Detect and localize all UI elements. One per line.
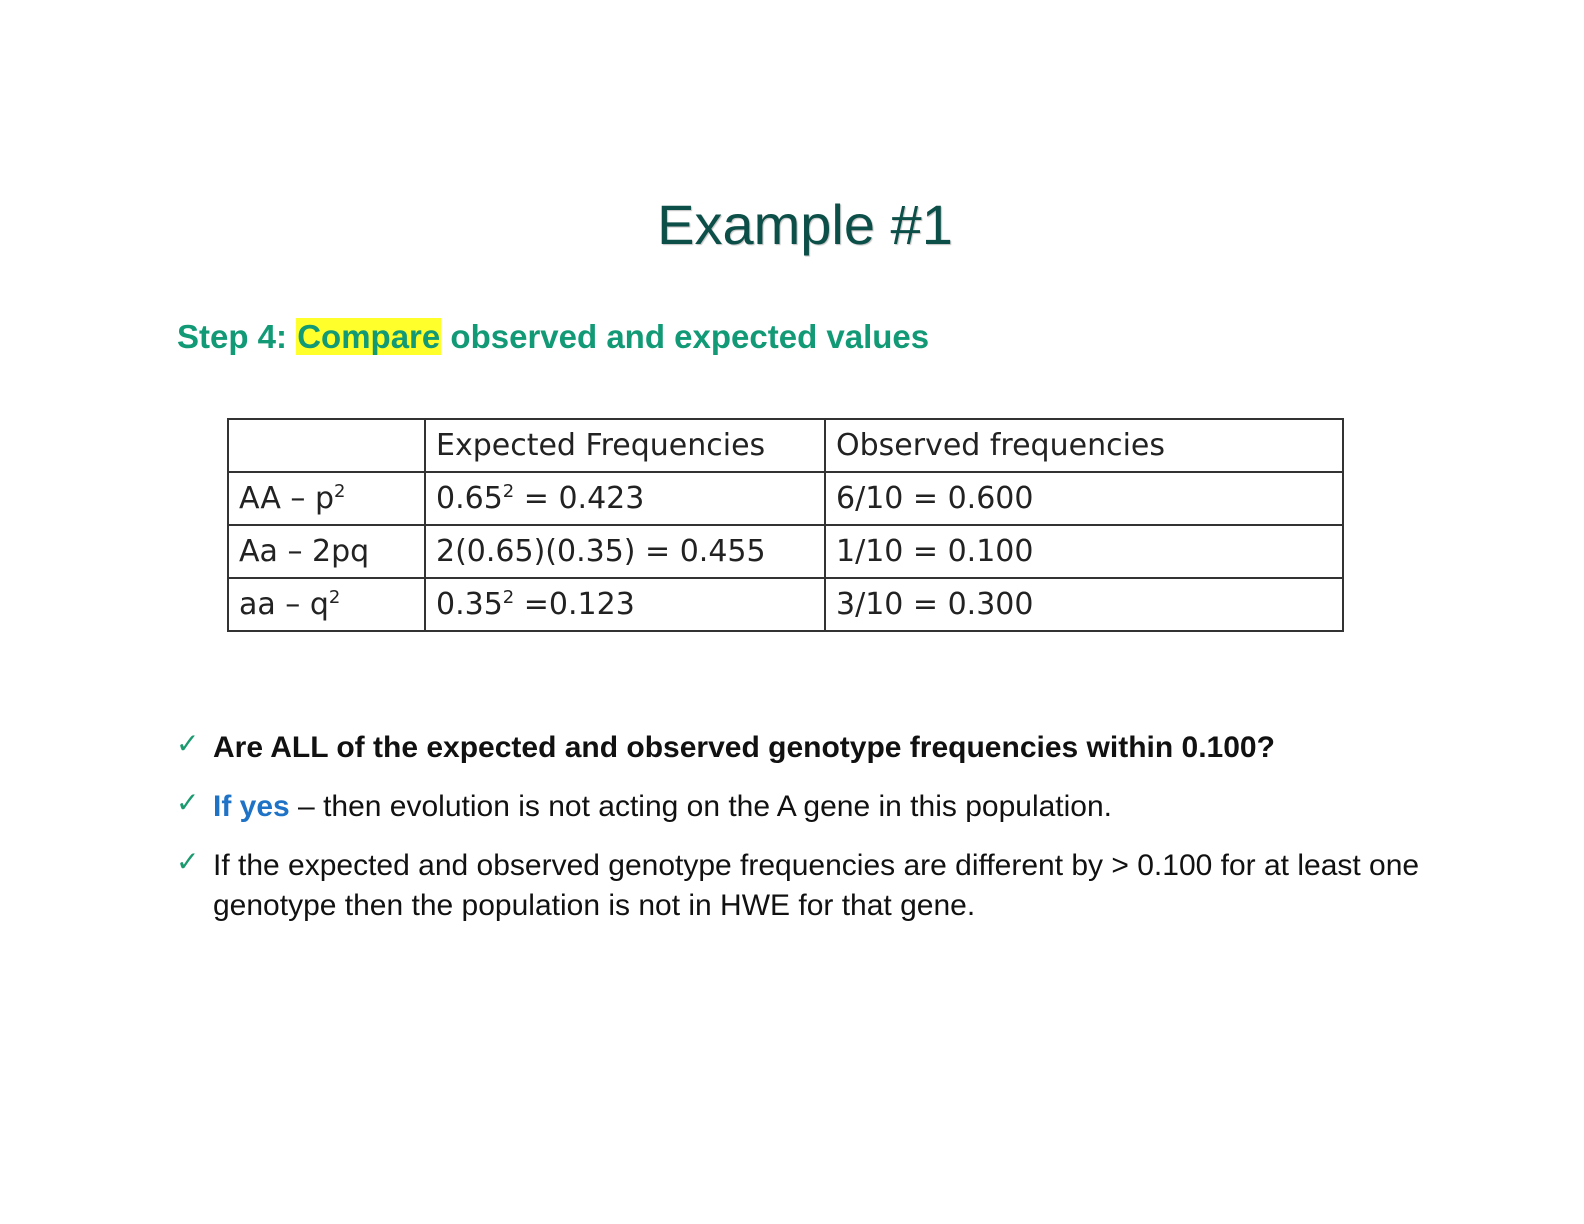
genotype-cell xyxy=(228,525,425,578)
bullet-text: If the expected and observed genotype frequencies are different by > 0.100 for at least one genotype then the population is not in HWE for that gene. xyxy=(213,849,1420,922)
observed-cell: 6/10 = 0.600 xyxy=(825,472,1343,525)
header-cell-observed: Observed frequencies xyxy=(825,419,1343,472)
checkmark-icon: ✓ xyxy=(176,727,200,760)
genotype-label: Aa – 2pq xyxy=(239,534,370,569)
step-suffix: observed and expected values xyxy=(441,318,930,355)
list-item xyxy=(176,846,1476,926)
checklist xyxy=(176,728,1476,945)
step-prefix: Step 4: xyxy=(177,318,297,355)
list-item xyxy=(176,787,1476,827)
expected-cell xyxy=(425,472,825,525)
bullet-text: – then evolution is not acting on the A gene in this population. xyxy=(289,790,1112,823)
highlighted-word: Compare xyxy=(297,318,441,355)
genotype-exponent: 2 xyxy=(328,587,341,608)
header-cell-empty xyxy=(228,419,425,472)
genotype-label: AA – p xyxy=(239,481,334,516)
expected-base: 2(0.65)(0.35) = 0.455 xyxy=(436,534,766,569)
checkmark-icon: ✓ xyxy=(176,845,200,878)
observed-cell: 1/10 = 0.100 xyxy=(825,525,1343,578)
expected-cell xyxy=(425,525,825,578)
header-cell-expected: Expected Frequencies xyxy=(425,419,825,472)
expected-base: 0.65 xyxy=(436,481,503,516)
step-heading xyxy=(177,318,929,356)
expected-result: =0.123 xyxy=(514,587,635,622)
expected-base: 0.35 xyxy=(436,587,503,622)
expected-result: = 0.423 xyxy=(514,481,645,516)
page-title: Example #1 xyxy=(657,193,953,256)
genotype-cell xyxy=(228,578,425,631)
expected-cell xyxy=(425,578,825,631)
observed-cell: 3/10 = 0.300 xyxy=(825,578,1343,631)
genotype-exponent: 2 xyxy=(334,481,346,502)
if-yes-label: If yes xyxy=(213,790,290,823)
expected-exponent: 2 xyxy=(502,481,515,502)
list-item xyxy=(176,728,1476,768)
table-row xyxy=(228,525,1343,578)
bullet-bold-text: Are ALL of the expected and observed genotype frequencies within 0.100? xyxy=(213,731,1275,764)
table-header-row xyxy=(228,419,1343,472)
table-row xyxy=(228,472,1343,525)
expected-exponent: 2 xyxy=(502,587,515,608)
table-row xyxy=(228,578,1343,631)
genotype-label: aa – q xyxy=(239,587,329,622)
frequency-table xyxy=(227,418,1344,632)
genotype-cell xyxy=(228,472,425,525)
checkmark-icon: ✓ xyxy=(176,786,200,819)
